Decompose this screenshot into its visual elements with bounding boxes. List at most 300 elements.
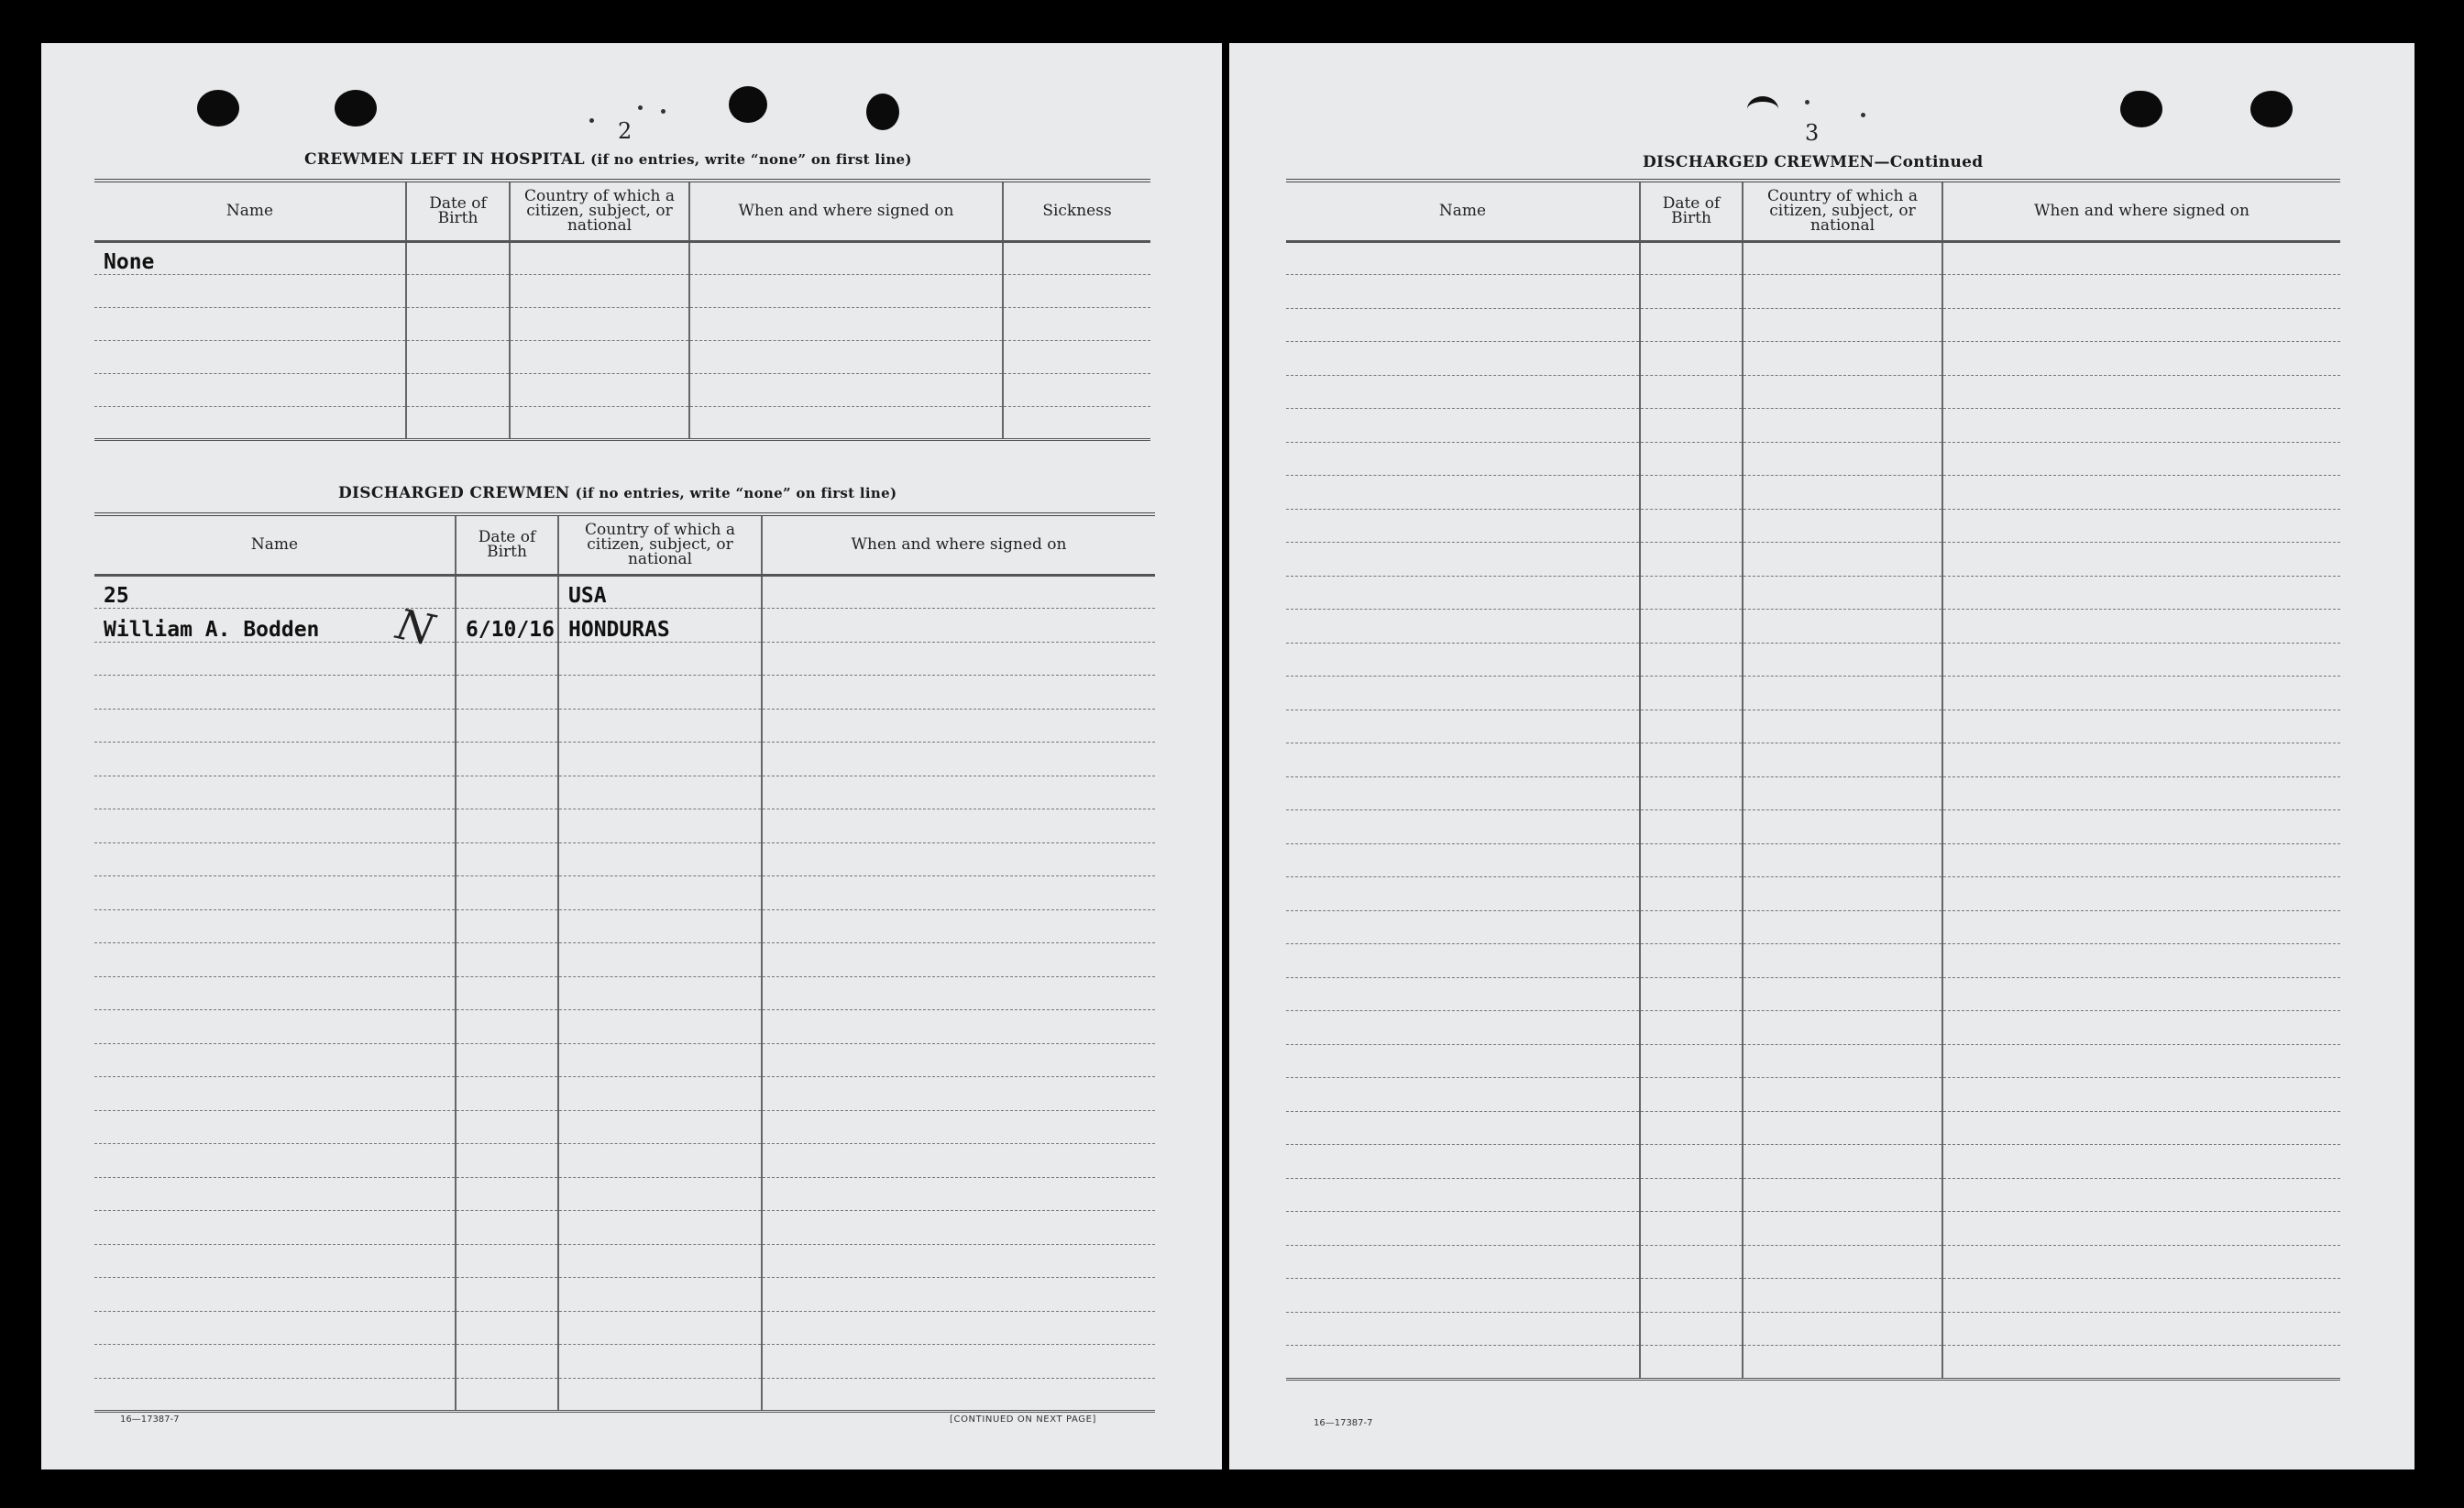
cell-name bbox=[94, 1244, 456, 1278]
cell-name bbox=[94, 340, 406, 373]
cell-name bbox=[1286, 810, 1640, 844]
cell-country bbox=[558, 1345, 762, 1379]
cell-country bbox=[1743, 877, 1942, 911]
header-name: Name bbox=[94, 514, 456, 575]
cell-dob bbox=[1640, 743, 1743, 777]
cell-country bbox=[1743, 743, 1942, 777]
cell-name bbox=[1286, 743, 1640, 777]
table-row bbox=[94, 976, 1155, 1010]
cell-country bbox=[558, 1211, 762, 1245]
cell-country bbox=[558, 743, 762, 776]
cell-name bbox=[1286, 1312, 1640, 1346]
cell-dob bbox=[1640, 342, 1743, 376]
cell-country bbox=[558, 842, 762, 876]
cell-country: USA bbox=[558, 575, 762, 609]
table-row bbox=[1286, 1346, 2340, 1380]
table-row bbox=[94, 1110, 1155, 1144]
cell-signed bbox=[689, 274, 1003, 307]
cell-dob bbox=[456, 1077, 558, 1111]
cell-country bbox=[1743, 442, 1942, 476]
cell-country bbox=[1743, 977, 1942, 1011]
cell-signed bbox=[1942, 1212, 2340, 1246]
table-row bbox=[1286, 308, 2340, 342]
cell-signed bbox=[1942, 308, 2340, 342]
cell-dob bbox=[456, 1278, 558, 1312]
cell-country bbox=[510, 340, 689, 373]
cell-name bbox=[94, 1378, 456, 1412]
cell-sickness bbox=[1003, 373, 1150, 406]
cell-country bbox=[558, 1244, 762, 1278]
cell-country bbox=[1743, 509, 1942, 543]
cell-name bbox=[94, 373, 406, 406]
table-row bbox=[94, 676, 1155, 710]
cell-dob bbox=[456, 1043, 558, 1077]
table-row bbox=[1286, 677, 2340, 710]
cell-signed bbox=[1942, 1044, 2340, 1078]
header-name: Name bbox=[1286, 181, 1640, 241]
cell-name bbox=[94, 842, 456, 876]
cell-country bbox=[1743, 843, 1942, 877]
cell-country bbox=[1743, 1279, 1942, 1313]
cell-signed bbox=[762, 1211, 1155, 1245]
cell-name bbox=[1286, 1078, 1640, 1112]
cell-dob bbox=[1640, 1245, 1743, 1279]
table-row bbox=[1286, 977, 2340, 1011]
cell-dob bbox=[1640, 843, 1743, 877]
cell-signed bbox=[689, 307, 1003, 340]
punch-hole bbox=[2250, 91, 2293, 127]
cell-signed bbox=[762, 976, 1155, 1010]
table-row bbox=[94, 1345, 1155, 1379]
cell-dob bbox=[1640, 375, 1743, 409]
table-row bbox=[94, 1278, 1155, 1312]
table-row bbox=[94, 809, 1155, 843]
cell-dob bbox=[456, 1144, 558, 1178]
cell-signed bbox=[1942, 877, 2340, 911]
table-row bbox=[1286, 241, 2340, 275]
table-row bbox=[1286, 476, 2340, 510]
cell-country bbox=[558, 1144, 762, 1178]
header-signed: When and where signed on bbox=[762, 514, 1155, 575]
table-row bbox=[94, 1177, 1155, 1211]
cell-dob bbox=[406, 340, 510, 373]
cell-signed bbox=[762, 876, 1155, 910]
punch-hole bbox=[197, 90, 239, 127]
table-row bbox=[1286, 910, 2340, 944]
cell-dob bbox=[456, 809, 558, 843]
cell-country bbox=[1743, 1044, 1942, 1078]
cell-name bbox=[1286, 643, 1640, 677]
cell-name bbox=[1286, 610, 1640, 644]
cell-name bbox=[1286, 275, 1640, 309]
cell-signed bbox=[1942, 409, 2340, 443]
cell-country bbox=[1743, 1145, 1942, 1179]
cell-sickness bbox=[1003, 241, 1150, 274]
cell-name bbox=[1286, 843, 1640, 877]
cell-country bbox=[558, 1010, 762, 1044]
cell-dob bbox=[456, 1177, 558, 1211]
table-row bbox=[1286, 1212, 2340, 1246]
cell-dob bbox=[1640, 1346, 1743, 1380]
cell-name bbox=[94, 307, 406, 340]
cell-dob bbox=[1640, 610, 1743, 644]
cell-name bbox=[94, 274, 406, 307]
cell-country bbox=[1743, 409, 1942, 443]
cell-country bbox=[558, 676, 762, 710]
cell-signed bbox=[1942, 610, 2340, 644]
cell-country bbox=[1743, 677, 1942, 710]
table-row bbox=[1286, 1078, 2340, 1112]
table-row bbox=[1286, 743, 2340, 777]
cell-dob bbox=[1640, 1011, 1743, 1045]
cell-name bbox=[1286, 1212, 1640, 1246]
cell-signed bbox=[762, 809, 1155, 843]
discharged-subtitle-text: (if no entries, write “none” on first line) bbox=[575, 485, 897, 501]
cell-dob bbox=[1640, 308, 1743, 342]
cell-country bbox=[1743, 610, 1942, 644]
header-sickness: Sickness bbox=[1003, 181, 1150, 241]
cell-signed bbox=[1942, 1078, 2340, 1112]
continued-header-row bbox=[1286, 181, 2340, 241]
table-row bbox=[94, 709, 1155, 743]
table-row bbox=[94, 274, 1150, 307]
cell-country bbox=[1743, 342, 1942, 376]
cell-signed bbox=[762, 1043, 1155, 1077]
header-dob: Date of Birth bbox=[456, 514, 558, 575]
discharged-title-text: DISCHARGED CREWMEN bbox=[338, 484, 570, 502]
cell-name bbox=[1286, 877, 1640, 911]
cell-country bbox=[1743, 375, 1942, 409]
cell-dob bbox=[456, 1311, 558, 1345]
cell-sickness bbox=[1003, 340, 1150, 373]
cell-dob bbox=[406, 241, 510, 274]
cell-signed bbox=[1942, 977, 2340, 1011]
cell-name bbox=[94, 909, 456, 943]
table-row bbox=[94, 1043, 1155, 1077]
discharged-header-row bbox=[94, 514, 1155, 575]
discharged-continued-table bbox=[1286, 179, 2340, 1381]
cell-signed bbox=[1942, 743, 2340, 777]
cell-dob bbox=[1640, 576, 1743, 610]
cell-country bbox=[1743, 710, 1942, 743]
cell-dob bbox=[456, 909, 558, 943]
table-row bbox=[1286, 1044, 2340, 1078]
header-signed: When and where signed on bbox=[1942, 181, 2340, 241]
punch-hole bbox=[729, 86, 767, 123]
cell-name bbox=[94, 1211, 456, 1245]
cell-dob bbox=[406, 373, 510, 406]
discharged-section-title bbox=[338, 484, 896, 502]
cell-name bbox=[94, 1177, 456, 1211]
cell-country bbox=[1743, 810, 1942, 844]
cell-name bbox=[1286, 342, 1640, 376]
cell-dob bbox=[1640, 776, 1743, 810]
table-row bbox=[1286, 543, 2340, 577]
cell-name bbox=[1286, 944, 1640, 978]
cell-signed bbox=[689, 340, 1003, 373]
cell-country bbox=[558, 1043, 762, 1077]
cell-name: 25 bbox=[94, 575, 456, 609]
table-row bbox=[1286, 442, 2340, 476]
page-number: 2 bbox=[618, 118, 632, 144]
cell-country bbox=[558, 876, 762, 910]
cell-dob bbox=[1640, 1279, 1743, 1313]
page-number: 3 bbox=[1805, 120, 1820, 146]
cell-signed bbox=[762, 676, 1155, 710]
cell-name bbox=[94, 743, 456, 776]
cell-signed bbox=[689, 373, 1003, 406]
cell-country bbox=[1743, 910, 1942, 944]
cell-name bbox=[1286, 1245, 1640, 1279]
cell-dob bbox=[456, 776, 558, 809]
cell-signed bbox=[762, 1144, 1155, 1178]
cell-dob bbox=[1640, 1145, 1743, 1179]
cell-name bbox=[1286, 442, 1640, 476]
cell-dob bbox=[1640, 977, 1743, 1011]
cell-country bbox=[558, 1311, 762, 1345]
cell-name bbox=[1286, 241, 1640, 275]
cell-signed bbox=[762, 1077, 1155, 1111]
cell-country bbox=[1743, 1178, 1942, 1212]
cell-country bbox=[1743, 241, 1942, 275]
cell-dob bbox=[1640, 677, 1743, 710]
table-row bbox=[1286, 1145, 2340, 1179]
cell-signed bbox=[762, 909, 1155, 943]
cell-name bbox=[94, 943, 456, 977]
cell-dob bbox=[1640, 1111, 1743, 1145]
hospital-header-row bbox=[94, 181, 1150, 241]
cell-country bbox=[1743, 1312, 1942, 1346]
cell-signed bbox=[1942, 843, 2340, 877]
cell-signed bbox=[1942, 677, 2340, 710]
cell-dob bbox=[1640, 442, 1743, 476]
cell-dob bbox=[456, 642, 558, 676]
cell-country bbox=[1743, 308, 1942, 342]
cell-dob bbox=[456, 943, 558, 977]
cell-dob bbox=[1640, 810, 1743, 844]
cell-name: William A. Bodden bbox=[94, 609, 456, 643]
table-row bbox=[94, 406, 1150, 439]
cell-signed bbox=[1942, 576, 2340, 610]
table-row bbox=[94, 642, 1155, 676]
cell-dob bbox=[1640, 643, 1743, 677]
table-row bbox=[1286, 710, 2340, 743]
table-row bbox=[1286, 275, 2340, 309]
table-row bbox=[1286, 944, 2340, 978]
cell-country bbox=[1743, 1245, 1942, 1279]
table-row bbox=[94, 943, 1155, 977]
cell-dob bbox=[456, 876, 558, 910]
cell-signed bbox=[1942, 776, 2340, 810]
cell-country bbox=[1743, 1078, 1942, 1112]
cell-signed bbox=[1942, 643, 2340, 677]
table-row bbox=[1286, 1178, 2340, 1212]
table-row bbox=[1286, 810, 2340, 844]
cell-signed bbox=[689, 241, 1003, 274]
cell-name bbox=[1286, 1346, 1640, 1380]
cell-name bbox=[1286, 910, 1640, 944]
table-row bbox=[1286, 342, 2340, 376]
punch-hole bbox=[2120, 91, 2162, 127]
cell-name bbox=[1286, 1145, 1640, 1179]
cell-country bbox=[558, 1177, 762, 1211]
cell-signed bbox=[1942, 1145, 2340, 1179]
continued-note: [CONTINUED ON NEXT PAGE] bbox=[950, 1414, 1097, 1425]
cell-dob bbox=[1640, 476, 1743, 510]
table-row bbox=[1286, 610, 2340, 644]
cell-country bbox=[1743, 1346, 1942, 1380]
cell-signed bbox=[762, 642, 1155, 676]
cell-dob bbox=[1640, 910, 1743, 944]
cell-dob bbox=[456, 1010, 558, 1044]
cell-signed bbox=[689, 406, 1003, 439]
cell-country bbox=[510, 406, 689, 439]
table-row bbox=[1286, 409, 2340, 443]
hospital-table bbox=[94, 179, 1150, 441]
cell-signed bbox=[762, 709, 1155, 743]
cell-signed bbox=[762, 743, 1155, 776]
handwritten-mark: N bbox=[391, 599, 439, 655]
table-row bbox=[94, 1010, 1155, 1044]
cell-name bbox=[94, 406, 406, 439]
cell-signed bbox=[1942, 1111, 2340, 1145]
table-row bbox=[94, 575, 1155, 609]
cell-signed bbox=[762, 1010, 1155, 1044]
cell-signed bbox=[762, 1345, 1155, 1379]
header-signed: When and where signed on bbox=[689, 181, 1003, 241]
cell-dob bbox=[1640, 1212, 1743, 1246]
table-row bbox=[1286, 877, 2340, 911]
cell-signed bbox=[1942, 710, 2340, 743]
table-row bbox=[94, 743, 1155, 776]
right-page bbox=[1229, 43, 2414, 1469]
cell-country bbox=[510, 274, 689, 307]
cell-dob bbox=[456, 575, 558, 609]
cell-signed bbox=[1942, 1279, 2340, 1313]
table-row bbox=[94, 1211, 1155, 1245]
table-row bbox=[94, 1378, 1155, 1412]
cell-signed bbox=[1942, 442, 2340, 476]
cell-name bbox=[94, 676, 456, 710]
cell-name bbox=[1286, 308, 1640, 342]
header-country: Country of which a citizen, subject, or national bbox=[558, 514, 762, 575]
cell-dob bbox=[1640, 241, 1743, 275]
cell-signed bbox=[762, 1244, 1155, 1278]
table-row bbox=[94, 876, 1155, 910]
cell-country bbox=[558, 709, 762, 743]
left-page bbox=[41, 43, 1222, 1469]
cell-dob bbox=[456, 1345, 558, 1379]
cell-country bbox=[1743, 1111, 1942, 1145]
form-number: 16—17387-7 bbox=[120, 1414, 180, 1425]
cell-country bbox=[558, 642, 762, 676]
table-row bbox=[94, 340, 1150, 373]
cell-dob bbox=[1640, 1178, 1743, 1212]
table-row bbox=[1286, 509, 2340, 543]
cell-country bbox=[558, 776, 762, 809]
cell-country bbox=[1743, 1212, 1942, 1246]
cell-signed bbox=[1942, 342, 2340, 376]
table-row bbox=[94, 373, 1150, 406]
hospital-subtitle-text: (if no entries, write “none” on first line) bbox=[590, 151, 912, 168]
cell-name bbox=[1286, 409, 1640, 443]
cell-dob bbox=[1640, 543, 1743, 577]
table-row bbox=[94, 776, 1155, 809]
cell-sickness bbox=[1003, 307, 1150, 340]
cell-name bbox=[94, 1345, 456, 1379]
cell-dob bbox=[1640, 509, 1743, 543]
table-row bbox=[1286, 576, 2340, 610]
cell-name bbox=[94, 976, 456, 1010]
cell-signed bbox=[1942, 1245, 2340, 1279]
cell-signed bbox=[1942, 543, 2340, 577]
cell-country bbox=[510, 241, 689, 274]
header-country: Country of which a citizen, subject, or national bbox=[1743, 181, 1942, 241]
cell-name bbox=[94, 1311, 456, 1345]
cell-country bbox=[558, 909, 762, 943]
table-row bbox=[94, 1244, 1155, 1278]
cell-name bbox=[1286, 476, 1640, 510]
table-row bbox=[94, 1077, 1155, 1111]
cell-signed bbox=[1942, 1011, 2340, 1045]
table-row bbox=[1286, 1312, 2340, 1346]
cell-signed bbox=[1942, 476, 2340, 510]
cell-country bbox=[1743, 643, 1942, 677]
cell-signed bbox=[762, 1278, 1155, 1312]
table-row bbox=[94, 307, 1150, 340]
cell-signed bbox=[762, 1378, 1155, 1412]
cell-country bbox=[1743, 1011, 1942, 1045]
cell-country bbox=[558, 809, 762, 843]
cell-dob bbox=[1640, 1044, 1743, 1078]
cell-name bbox=[1286, 1111, 1640, 1145]
cell-name bbox=[1286, 677, 1640, 710]
cell-name bbox=[1286, 710, 1640, 743]
discharged-table bbox=[94, 512, 1155, 1413]
table-row bbox=[1286, 1111, 2340, 1145]
cell-dob bbox=[1640, 409, 1743, 443]
cell-country bbox=[1743, 944, 1942, 978]
cell-name bbox=[94, 1110, 456, 1144]
table-row bbox=[1286, 776, 2340, 810]
cell-name: None bbox=[94, 241, 406, 274]
cell-name bbox=[94, 776, 456, 809]
cell-dob bbox=[456, 842, 558, 876]
cell-signed bbox=[1942, 275, 2340, 309]
table-row bbox=[94, 241, 1150, 274]
cell-dob bbox=[456, 1244, 558, 1278]
table-row bbox=[1286, 643, 2340, 677]
punch-hole bbox=[866, 94, 899, 130]
cell-dob bbox=[456, 743, 558, 776]
cell-country bbox=[510, 307, 689, 340]
cell-name bbox=[1286, 776, 1640, 810]
hospital-section-title bbox=[304, 150, 912, 169]
cell-country bbox=[558, 1278, 762, 1312]
hospital-title-text: CREWMEN LEFT IN HOSPITAL bbox=[304, 150, 585, 169]
cell-name bbox=[1286, 1044, 1640, 1078]
cell-country bbox=[558, 976, 762, 1010]
cell-name bbox=[1286, 1011, 1640, 1045]
cell-name bbox=[94, 809, 456, 843]
cell-signed bbox=[762, 1110, 1155, 1144]
cell-sickness bbox=[1003, 274, 1150, 307]
table-row bbox=[94, 909, 1155, 943]
cell-signed bbox=[1942, 910, 2340, 944]
header-name: Name bbox=[94, 181, 406, 241]
cell-country: HONDURAS bbox=[558, 609, 762, 643]
header-dob: Date of Birth bbox=[406, 181, 510, 241]
